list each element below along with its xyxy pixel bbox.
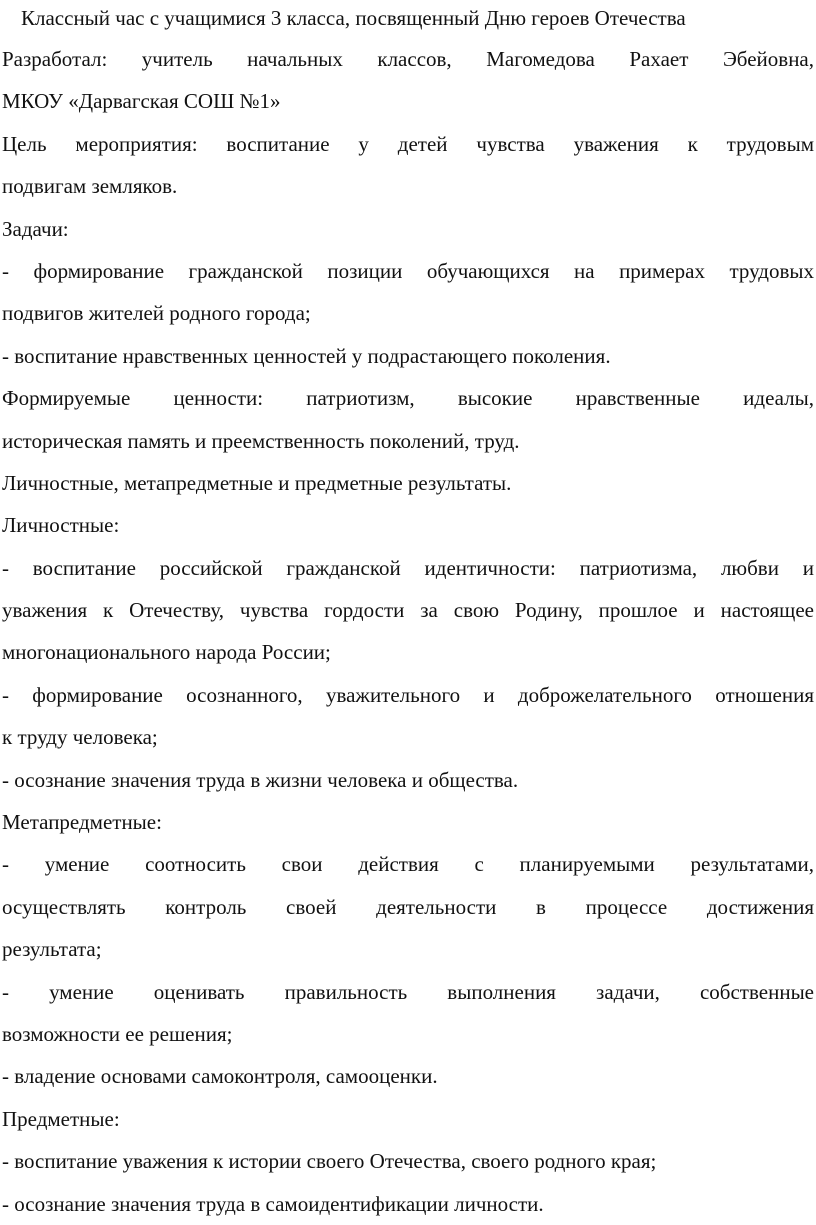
text-line: Разработал: учитель начальных классов, Магомедова Рахает Эбейовна, [2, 47, 814, 71]
text-line: многонационального народа России; [2, 640, 331, 665]
text-line: к труду человека; [2, 725, 158, 750]
text-line: историческая память и преемственность поколений, труд. [2, 428, 520, 453]
text-line: - владение основами самоконтроля, самооценки. [2, 1064, 438, 1089]
text-line: - осознание значения труда в жизни человека и общества. [2, 767, 519, 792]
document-title: Классный час с учащимися 3 класса, посвященный Дню героев Отечества [21, 6, 686, 30]
text-line: МКОУ «Дарвагская СОШ №1» [2, 89, 281, 114]
text-line: Задачи: [2, 216, 69, 241]
text-line: - формирование осознанного, уважительного и доброжелательного отношения [2, 682, 814, 707]
text-line: Формируемые ценности: патриотизм, высокие нравственные идеалы, [2, 386, 814, 411]
text-line: уважения к Отечеству, чувства гордости за свою Родину, прошлое и настоящее [2, 598, 814, 623]
text-line: осуществлять контроль своей деятельности в процессе достижения [2, 894, 814, 919]
text-line: подвигов жителей родного города; [2, 301, 311, 326]
text-line: Предметные: [2, 1106, 120, 1131]
text-line: - воспитание нравственных ценностей у подрастающего поколения. [2, 343, 611, 368]
text-line: - воспитание уважения к истории своего Отечества, своего родного края; [2, 1149, 657, 1174]
document-body [2, 38, 814, 1225]
text-line: Цель мероприятия: воспитание у детей чувства уважения к трудовым [2, 131, 814, 156]
text-line: Личностные: [2, 513, 120, 538]
text-line: подвигам земляков. [2, 174, 178, 199]
text-line: - умение оценивать правильность выполнения задачи, собственные [2, 979, 814, 1004]
text-line: возможности ее решения; [2, 1021, 233, 1046]
text-line: результата; [2, 937, 102, 962]
text-line: - умение соотносить свои действия с планируемыми результатами, [2, 852, 814, 877]
text-line: Метапредметные: [2, 810, 162, 835]
text-line: - осознание значения труда в самоидентификации личности. [2, 1191, 544, 1216]
text-line: - формирование гражданской позиции обучающихся на примерах трудовых [2, 258, 814, 283]
text-line: - воспитание российской гражданской идентичности: патриотизма, любви и [2, 555, 814, 580]
text-line: Личностные, метапредметные и предметные результаты. [2, 470, 512, 495]
